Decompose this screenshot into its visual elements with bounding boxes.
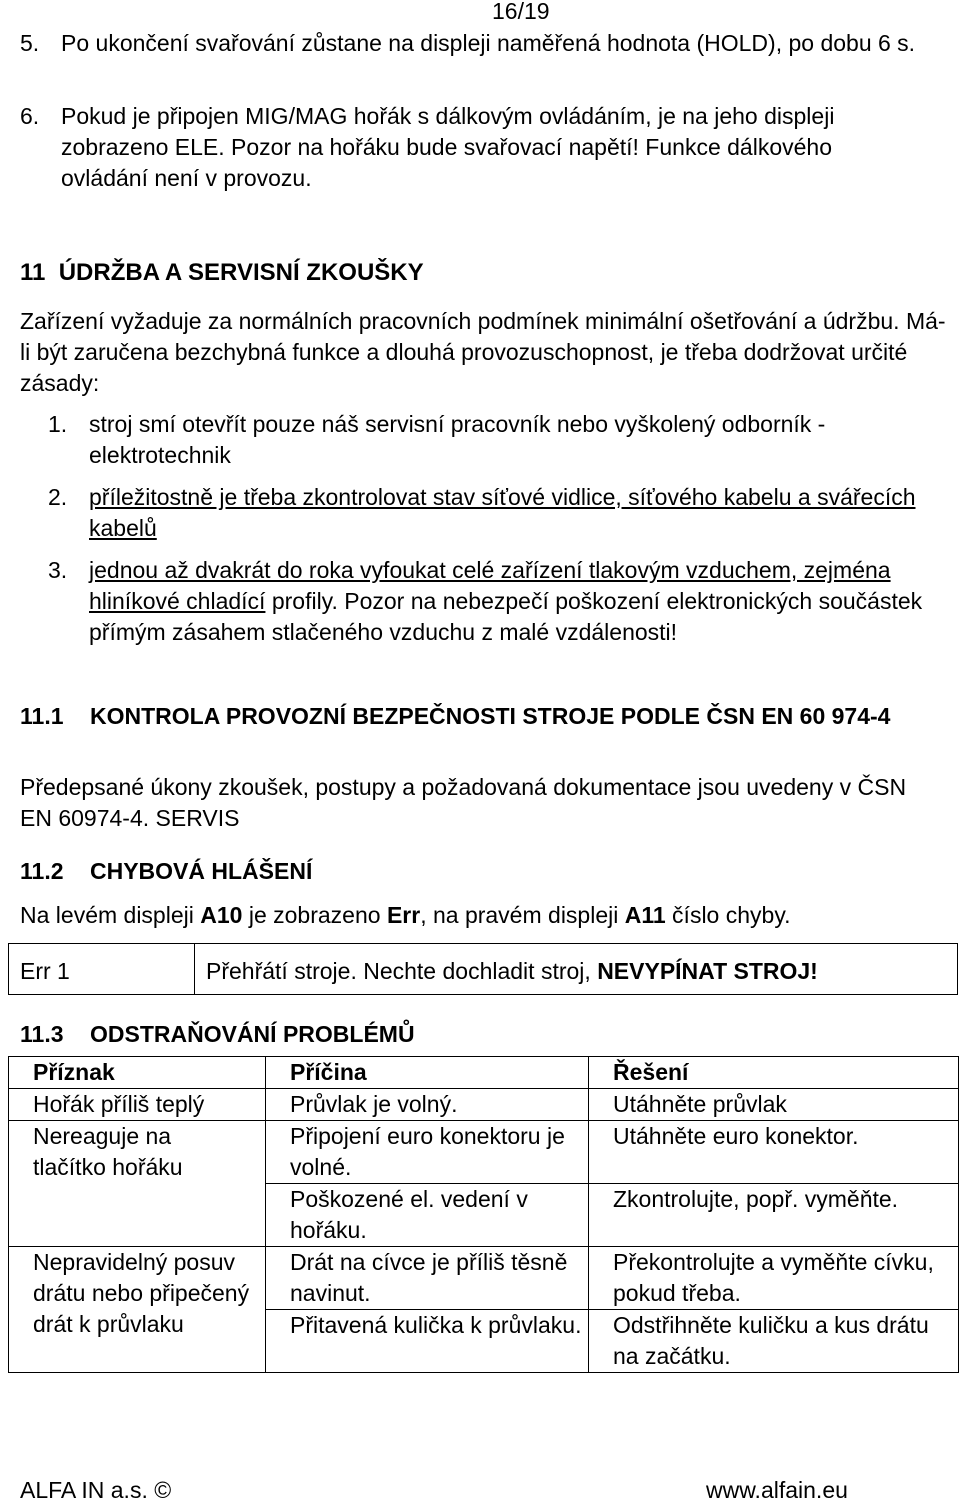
- table-header: Příznak: [9, 1057, 266, 1089]
- table-cell-solution: Utáhněte průvlak: [589, 1089, 959, 1121]
- table-cell-cause: Připojení euro konektoru je volné.: [266, 1121, 589, 1184]
- troubleshooting-table: [8, 1056, 959, 1373]
- error-table-divider: [194, 944, 195, 994]
- list-item-text: příležitostně je třeba zkontrolovat stav síťové vidlice, síťového kabelu a svářecích kabelů: [89, 484, 916, 541]
- text-run: je zobrazeno: [242, 902, 387, 928]
- table-row: [9, 1247, 959, 1310]
- list-item: [20, 28, 940, 59]
- table-cell-cause: Poškozené el. vedení v hořáku.: [266, 1184, 589, 1247]
- table-cell-solution: Utáhněte euro konektor.: [589, 1121, 959, 1184]
- error-table: [8, 943, 958, 995]
- table-row: [9, 1121, 959, 1184]
- list-item: [48, 409, 948, 471]
- table-row: [9, 1184, 959, 1247]
- section-heading: ODSTRAŇOVÁNÍ PROBLÉMŮ: [90, 1021, 415, 1047]
- table-cell-solution: Zkontrolujte, popř. vyměňte.: [589, 1184, 959, 1247]
- section-number: 11.2: [20, 858, 64, 884]
- list-item-text: stroj smí otevřít pouze náš servisní pracovník nebo vyškolený odborník - elektrotechnik: [89, 411, 826, 468]
- list-item-number: 1.: [48, 411, 68, 437]
- list-item-text-rest: profily. Pozor na nebezpečí poškození elektronických součástek přímým zásahem stlačeného vzduchu z malé vzdálenosti!: [89, 588, 923, 645]
- table-header: Příčina: [266, 1057, 589, 1089]
- list-item: [20, 101, 940, 194]
- text-run: číslo chyby.: [665, 902, 791, 928]
- text-run: Na levém displeji: [20, 902, 201, 928]
- table-cell-symptom: Nepravidelný posuv drátu nebo připečený drát k průvlaku: [9, 1247, 266, 1373]
- list-item: [48, 555, 948, 648]
- error-code: Err 1: [20, 958, 70, 984]
- table-row: [9, 1089, 959, 1121]
- section-number: 11.3: [20, 1021, 64, 1047]
- table-cell-cause: Průvlak je volný.: [266, 1089, 589, 1121]
- list-item: [48, 482, 948, 544]
- list-item-number: 3.: [48, 557, 68, 583]
- table-cell-solution: Odstřihněte kuličku a kus drátu na začátku.: [589, 1310, 959, 1373]
- page-number: 16/19: [492, 0, 550, 24]
- section-intro: Zařízení vyžaduje za normálních pracovních podmínek minimální ošetřování a údržbu. Má-li být zaručena bezchybná funkce a dlouhá provozuschopnost, je třeba dodržovat určité zásady:: [20, 308, 946, 396]
- section-heading: KONTROLA PROVOZNÍ BEZPEČNOSTI STROJE PODLE ČSN EN 60 974-4: [90, 703, 891, 729]
- section-number: 11.1: [20, 703, 64, 729]
- section-heading: CHYBOVÁ HLÁŠENÍ: [90, 858, 313, 884]
- table-cell-symptom: [9, 1184, 266, 1247]
- text-run: , na pravém displeji: [420, 902, 625, 928]
- table-cell-cause: Drát na cívce je příliš těsně navinut.: [266, 1247, 589, 1310]
- list-item-number: 5.: [20, 30, 40, 56]
- error-description-warning: NEVYPÍNAT STROJ!: [597, 958, 818, 984]
- table-header-row: [9, 1057, 959, 1089]
- section-heading: 11 ÚDRŽBA A SERVISNÍ ZKOUŠKY: [20, 259, 424, 286]
- text-run-bold: Err: [386, 902, 421, 928]
- list-item-text: [89, 555, 954, 648]
- section-body: [20, 900, 955, 931]
- footer-company: ALFA IN a.s. ©: [20, 1477, 172, 1503]
- table-cell-symptom: Hořák příliš teplý: [9, 1089, 266, 1121]
- text-run-bold: A11: [624, 902, 666, 928]
- table-header: Řešení: [589, 1057, 959, 1089]
- list-item-number: 6.: [20, 103, 40, 129]
- error-description-text: Přehřátí stroje. Nechte dochladit stroj,: [206, 958, 598, 984]
- table-cell-solution: Překontrolujte a vyměňte cívku, pokud třeba.: [589, 1247, 959, 1310]
- list-item-text: Pokud je připojen MIG/MAG hořák s dálkovým ovládáním, je na jeho displeji zobrazeno ELE. Pozor na hořáku bude svařovací napětí! Funkce dálkového ovládání není v provozu.: [61, 103, 835, 191]
- section-body: Předepsané úkony zkoušek, postupy a požadovaná dokumentace jsou uvedeny v ČSN EN 60974-4. SERVIS: [20, 774, 907, 831]
- table-cell-symptom: Nereaguje na tlačítko hořáku: [9, 1121, 266, 1184]
- text-run-bold: A10: [200, 902, 243, 928]
- error-description: [206, 956, 818, 987]
- list-item-number: 2.: [48, 484, 68, 510]
- footer-website: www.alfain.eu: [706, 1477, 848, 1503]
- list-item-text-underlined: jednou až dvakrát do roka vyfoukat celé zařízení tlakovým vzduchem, zejména hliníkové chladící: [89, 557, 891, 614]
- list-item-text: Po ukončení svařování zůstane na displeji naměřená hodnota (HOLD), po dobu 6 s.: [61, 30, 916, 56]
- table-cell-cause: Přitavená kulička k průvlaku.: [266, 1310, 589, 1373]
